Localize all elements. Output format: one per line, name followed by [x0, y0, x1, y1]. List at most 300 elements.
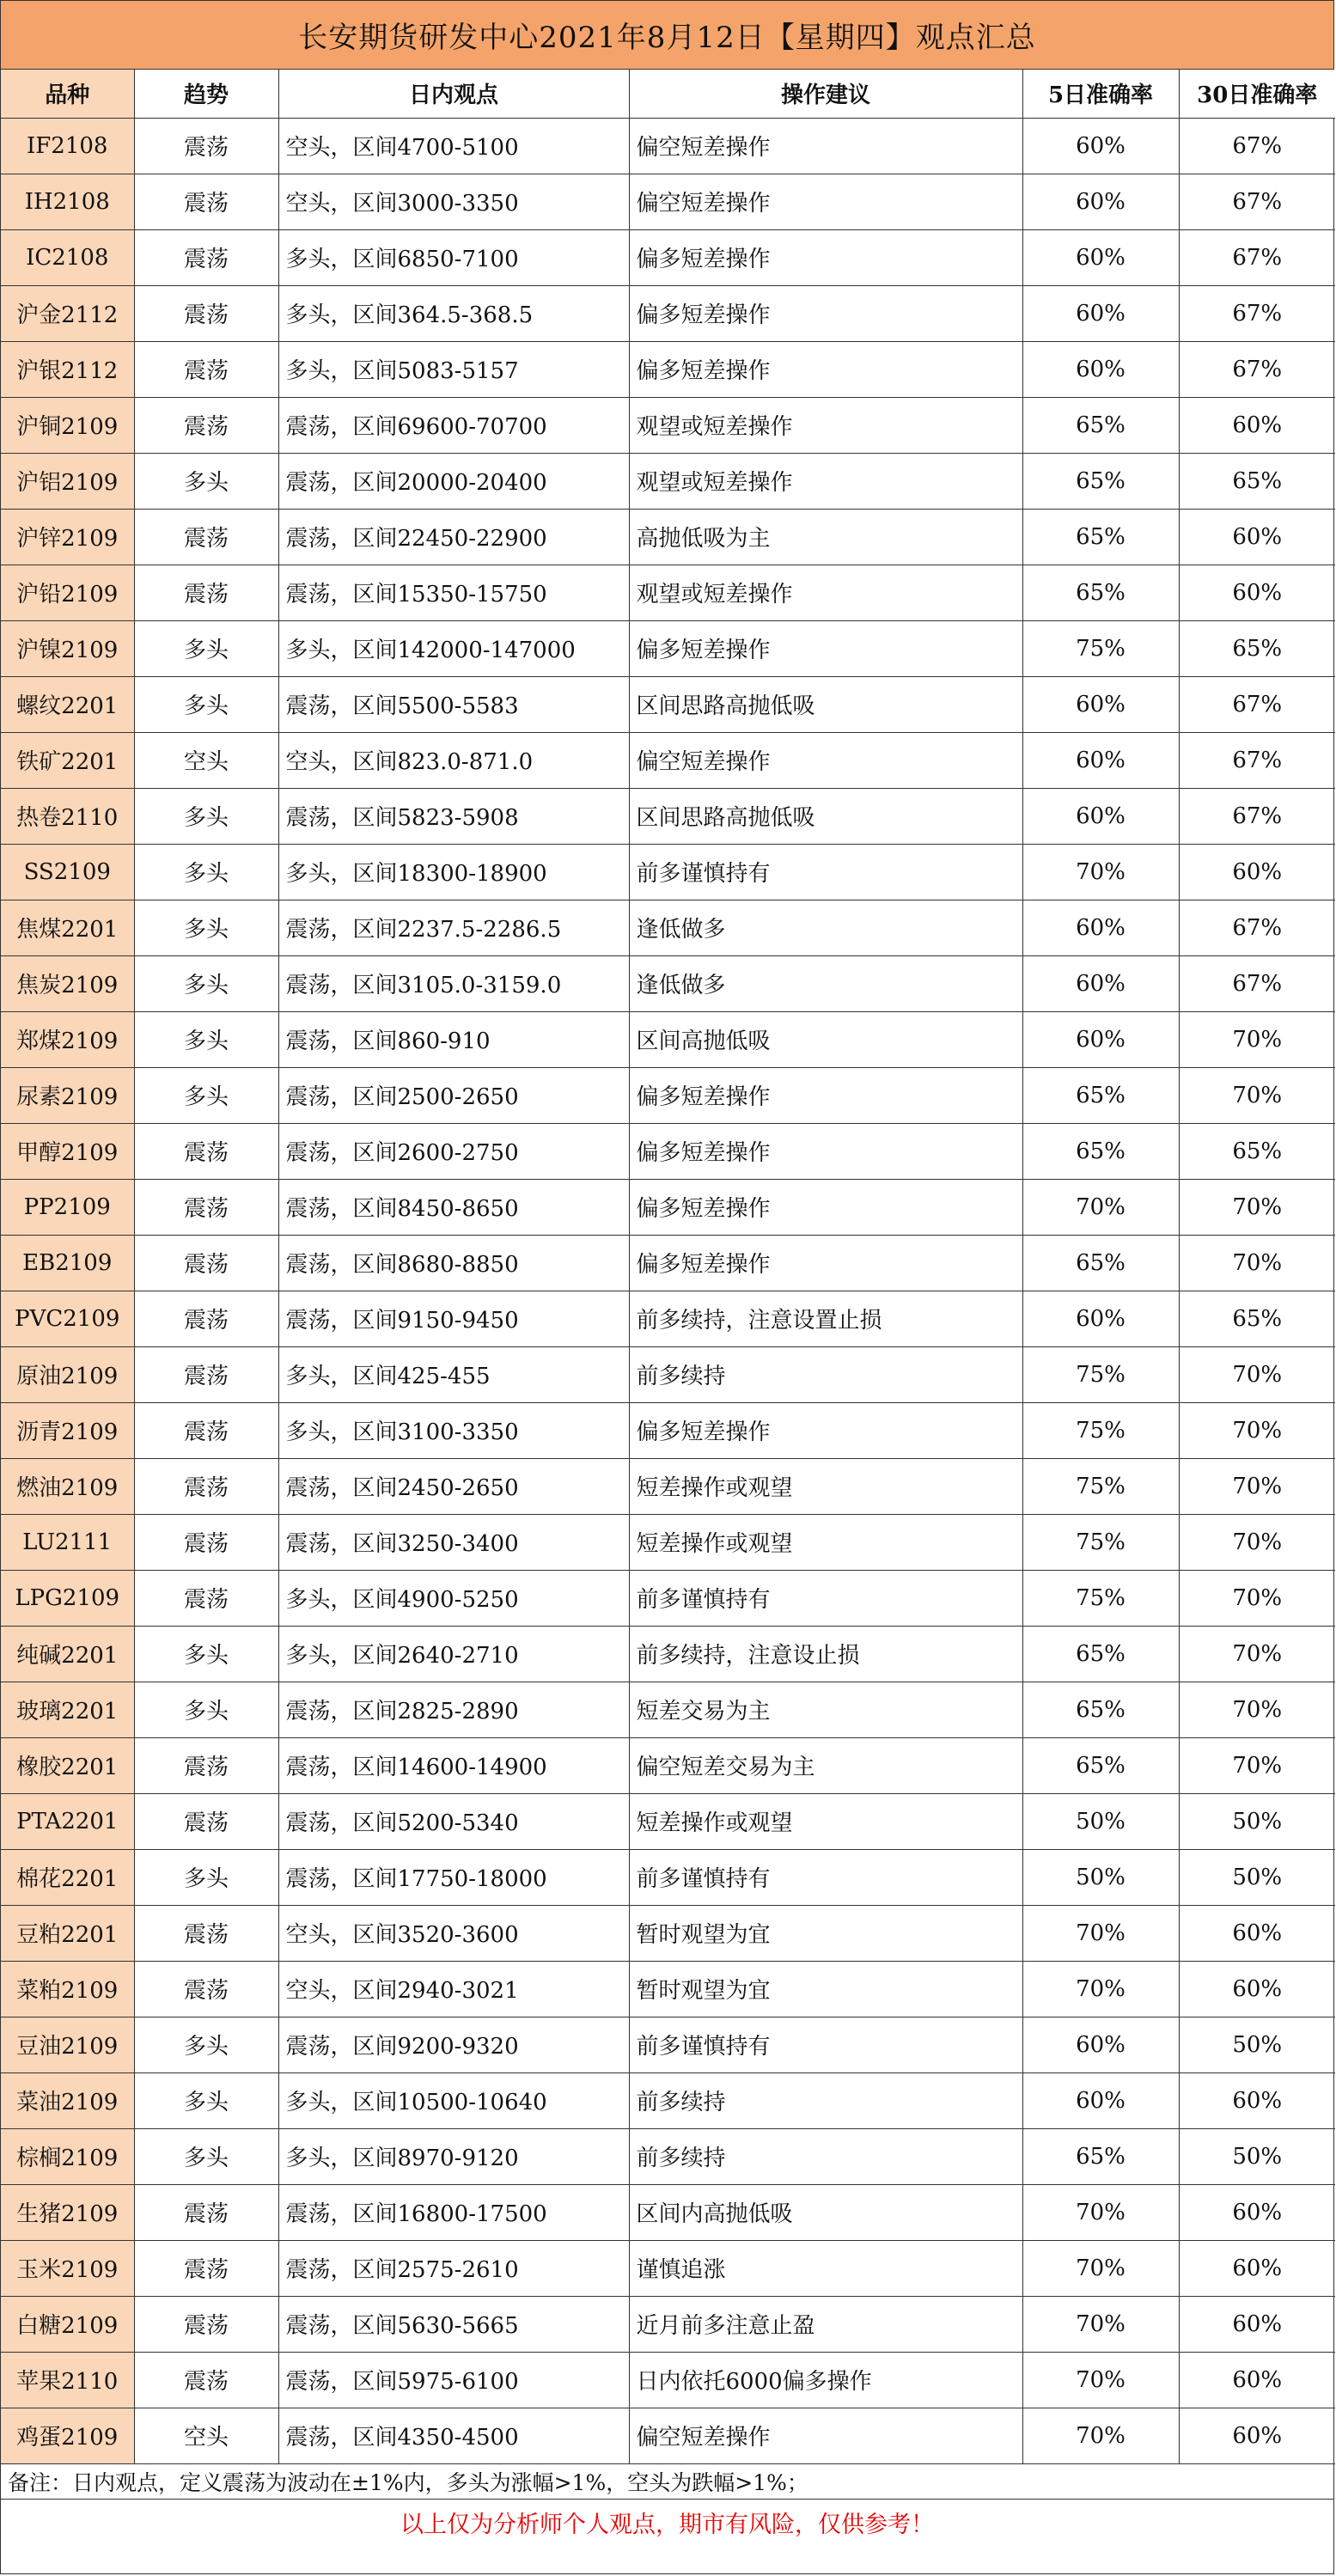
cell-name: 棉花2201 [1, 1849, 134, 1905]
cell-trend: 震荡 [134, 1179, 278, 1235]
cell-name: 苹果2110 [1, 2352, 134, 2408]
cell-view: 震荡，区间3105.0-3159.0 [278, 955, 629, 1011]
cell-advice: 偏多短差操作 [629, 1123, 1022, 1179]
cell-advice: 偏多短差操作 [629, 341, 1022, 397]
cell-acc5: 50% [1022, 1849, 1179, 1905]
table-row [1, 565, 1335, 620]
table-body [1, 118, 1335, 2463]
cell-acc30: 70% [1179, 1011, 1335, 1067]
cell-view: 震荡，区间20000-20400 [278, 453, 629, 509]
cell-name: 沪锌2109 [1, 509, 134, 565]
cell-name: 燃油2109 [1, 1458, 134, 1514]
cell-trend: 多头 [134, 1067, 278, 1123]
cell-name: PP2109 [1, 1179, 134, 1235]
cell-advice: 区间思路高抛低吸 [629, 788, 1022, 844]
cell-acc30: 67% [1179, 788, 1335, 844]
cell-trend: 震荡 [134, 1402, 278, 1458]
cell-acc5: 60% [1022, 955, 1179, 1011]
cell-trend: 震荡 [134, 1737, 278, 1793]
cell-view: 多头，区间8970-9120 [278, 2128, 629, 2184]
cell-trend: 多头 [134, 1626, 278, 1682]
cell-name: 白糖2109 [1, 2296, 134, 2352]
cell-acc30: 60% [1179, 2408, 1335, 2463]
cell-advice: 暂时观望为宜 [629, 1961, 1022, 2017]
cell-trend: 震荡 [134, 1458, 278, 1514]
cell-acc5: 75% [1022, 620, 1179, 676]
cell-name: 沪铜2109 [1, 397, 134, 453]
cell-advice: 前多谨慎持有 [629, 1570, 1022, 1626]
cell-acc5: 70% [1022, 844, 1179, 900]
cell-acc5: 65% [1022, 1235, 1179, 1291]
cell-name: 热卷2110 [1, 788, 134, 844]
cell-acc5: 60% [1022, 1011, 1179, 1067]
table-row [1, 1179, 1335, 1235]
cell-acc5: 65% [1022, 1682, 1179, 1737]
cell-view: 震荡，区间9150-9450 [278, 1291, 629, 1346]
cell-view: 震荡，区间16800-17500 [278, 2184, 629, 2240]
cell-acc30: 67% [1179, 676, 1335, 732]
cell-acc30: 67% [1179, 341, 1335, 397]
cell-acc30: 60% [1179, 2240, 1335, 2296]
cell-acc30: 67% [1179, 174, 1335, 229]
table-row [1, 1793, 1335, 1849]
table-row [1, 1682, 1335, 1737]
cell-trend: 多头 [134, 620, 278, 676]
cell-acc5: 65% [1022, 509, 1179, 565]
cell-advice: 前多续持 [629, 2072, 1022, 2128]
cell-acc30: 50% [1179, 2128, 1335, 2184]
cell-advice: 前多谨慎持有 [629, 1849, 1022, 1905]
cell-acc30: 60% [1179, 509, 1335, 565]
table-row [1, 1123, 1335, 1179]
cell-view: 多头，区间425-455 [278, 1346, 629, 1402]
table-row [1, 285, 1335, 341]
cell-name: LPG2109 [1, 1570, 134, 1626]
cell-view: 震荡，区间4350-4500 [278, 2408, 629, 2463]
cell-acc30: 70% [1179, 1235, 1335, 1291]
cell-acc5: 70% [1022, 2408, 1179, 2463]
cell-view: 震荡，区间2450-2650 [278, 1458, 629, 1514]
cell-acc30: 67% [1179, 229, 1335, 285]
cell-advice: 偏空短差操作 [629, 174, 1022, 229]
cell-view: 震荡，区间2600-2750 [278, 1123, 629, 1179]
cell-name: IC2108 [1, 229, 134, 285]
cell-trend: 震荡 [134, 1235, 278, 1291]
cell-view: 多头，区间6850-7100 [278, 229, 629, 285]
cell-name: 鸡蛋2109 [1, 2408, 134, 2463]
cell-advice: 偏多短差操作 [629, 620, 1022, 676]
table-row [1, 1626, 1335, 1682]
cell-trend: 多头 [134, 900, 278, 955]
page-title: 长安期货研发中心2021年8月12日【星期四】观点汇总 [1, 1, 1333, 70]
footnote: 备注：日内观点，定义震荡为波动在±1%内，多头为涨幅>1%，空头为跌幅>1%； [1, 2464, 1333, 2500]
cell-name: 豆粕2201 [1, 1905, 134, 1961]
cell-view: 震荡，区间5823-5908 [278, 788, 629, 844]
cell-acc5: 75% [1022, 1458, 1179, 1514]
cell-name: PTA2201 [1, 1793, 134, 1849]
cell-trend: 震荡 [134, 1346, 278, 1402]
cell-trend: 多头 [134, 1682, 278, 1737]
cell-acc30: 70% [1179, 1626, 1335, 1682]
cell-acc5: 65% [1022, 1067, 1179, 1123]
cell-acc30: 60% [1179, 397, 1335, 453]
cell-acc5: 65% [1022, 1737, 1179, 1793]
cell-acc30: 60% [1179, 2072, 1335, 2128]
cell-view: 多头，区间5083-5157 [278, 341, 629, 397]
cell-view: 多头，区间142000-147000 [278, 620, 629, 676]
cell-advice: 短差操作或观望 [629, 1514, 1022, 1570]
cell-acc30: 60% [1179, 2352, 1335, 2408]
cell-advice: 前多续持，注意设置止损 [629, 1291, 1022, 1346]
cell-acc5: 70% [1022, 1179, 1179, 1235]
cell-advice: 观望或短差操作 [629, 397, 1022, 453]
table-row [1, 1011, 1335, 1067]
cell-name: 豆油2109 [1, 2017, 134, 2072]
table-row [1, 1849, 1335, 1905]
cell-advice: 前多续持，注意设止损 [629, 1626, 1022, 1682]
cell-trend: 多头 [134, 844, 278, 900]
cell-view: 震荡，区间5630-5665 [278, 2296, 629, 2352]
header-acc5: 5日准确率 [1022, 70, 1179, 118]
table-row [1, 1905, 1335, 1961]
cell-trend: 震荡 [134, 2352, 278, 2408]
table-row [1, 1961, 1335, 2017]
cell-trend: 震荡 [134, 2296, 278, 2352]
header-view: 日内观点 [278, 70, 629, 118]
cell-view: 多头，区间3100-3350 [278, 1402, 629, 1458]
cell-name: 沪铝2109 [1, 453, 134, 509]
cell-acc30: 70% [1179, 1570, 1335, 1626]
cell-name: 铁矿2201 [1, 732, 134, 788]
cell-acc30: 70% [1179, 1179, 1335, 1235]
cell-trend: 震荡 [134, 397, 278, 453]
table-row [1, 1458, 1335, 1514]
cell-name: IF2108 [1, 118, 134, 174]
cell-acc30: 70% [1179, 1682, 1335, 1737]
cell-trend: 震荡 [134, 229, 278, 285]
cell-acc30: 70% [1179, 1346, 1335, 1402]
cell-view: 震荡，区间2237.5-2286.5 [278, 900, 629, 955]
cell-name: 焦炭2109 [1, 955, 134, 1011]
cell-trend: 多头 [134, 2072, 278, 2128]
cell-acc30: 60% [1179, 2184, 1335, 2240]
cell-acc5: 60% [1022, 2017, 1179, 2072]
cell-acc30: 65% [1179, 1123, 1335, 1179]
cell-name: 橡胶2201 [1, 1737, 134, 1793]
cell-view: 震荡，区间2825-2890 [278, 1682, 629, 1737]
cell-advice: 逢低做多 [629, 955, 1022, 1011]
cell-acc5: 60% [1022, 676, 1179, 732]
cell-advice: 偏空短差交易为主 [629, 1737, 1022, 1793]
cell-name: 沪银2112 [1, 341, 134, 397]
cell-view: 多头，区间18300-18900 [278, 844, 629, 900]
cell-view: 震荡，区间8680-8850 [278, 1235, 629, 1291]
cell-advice: 偏空短差操作 [629, 118, 1022, 174]
table-row [1, 2352, 1335, 2408]
cell-acc5: 65% [1022, 453, 1179, 509]
cell-trend: 震荡 [134, 1793, 278, 1849]
cell-acc5: 60% [1022, 1291, 1179, 1346]
cell-advice: 短差操作或观望 [629, 1458, 1022, 1514]
table-row [1, 1291, 1335, 1346]
cell-trend: 震荡 [134, 509, 278, 565]
cell-acc30: 70% [1179, 1402, 1335, 1458]
cell-view: 多头，区间364.5-368.5 [278, 285, 629, 341]
cell-advice: 区间思路高抛低吸 [629, 676, 1022, 732]
cell-name: EB2109 [1, 1235, 134, 1291]
table-row [1, 2296, 1335, 2352]
cell-name: 焦煤2201 [1, 900, 134, 955]
cell-trend: 震荡 [134, 118, 278, 174]
cell-view: 多头，区间10500-10640 [278, 2072, 629, 2128]
cell-name: 菜油2109 [1, 2072, 134, 2128]
cell-advice: 前多谨慎持有 [629, 844, 1022, 900]
table-row [1, 1570, 1335, 1626]
cell-advice: 偏多短差操作 [629, 1179, 1022, 1235]
cell-view: 震荡，区间9200-9320 [278, 2017, 629, 2072]
cell-acc30: 70% [1179, 1514, 1335, 1570]
cell-acc30: 67% [1179, 900, 1335, 955]
cell-advice: 暂时观望为宜 [629, 1905, 1022, 1961]
cell-acc5: 60% [1022, 174, 1179, 229]
cell-name: 原油2109 [1, 1346, 134, 1402]
cell-view: 震荡，区间15350-15750 [278, 565, 629, 620]
cell-trend: 震荡 [134, 1123, 278, 1179]
cell-advice: 前多续持 [629, 2128, 1022, 2184]
cell-view: 多头，区间2640-2710 [278, 1626, 629, 1682]
cell-view: 震荡，区间5500-5583 [278, 676, 629, 732]
header-name: 品种 [1, 70, 134, 118]
cell-acc5: 70% [1022, 2184, 1179, 2240]
cell-name: 沪金2112 [1, 285, 134, 341]
cell-acc30: 60% [1179, 565, 1335, 620]
table-row [1, 2408, 1335, 2463]
cell-trend: 震荡 [134, 285, 278, 341]
cell-trend: 震荡 [134, 1514, 278, 1570]
cell-acc30: 65% [1179, 453, 1335, 509]
cell-trend: 多头 [134, 2017, 278, 2072]
cell-trend: 多头 [134, 955, 278, 1011]
cell-view: 震荡，区间17750-18000 [278, 1849, 629, 1905]
cell-acc5: 60% [1022, 229, 1179, 285]
table-row [1, 1402, 1335, 1458]
cell-view: 震荡，区间860-910 [278, 1011, 629, 1067]
cell-trend: 震荡 [134, 565, 278, 620]
cell-advice: 短差操作或观望 [629, 1793, 1022, 1849]
cell-trend: 震荡 [134, 174, 278, 229]
table-row [1, 1346, 1335, 1402]
cell-advice: 偏多短差操作 [629, 1402, 1022, 1458]
cell-trend: 震荡 [134, 1961, 278, 2017]
disclaimer: 以上仅为分析师个人观点，期市有风险，仅供参考！ [400, 2512, 934, 2538]
cell-name: 螺纹2201 [1, 676, 134, 732]
cell-advice: 偏空短差操作 [629, 732, 1022, 788]
cell-name: 尿素2109 [1, 1067, 134, 1123]
cell-acc5: 60% [1022, 732, 1179, 788]
table-row [1, 2072, 1335, 2128]
cell-name: IH2108 [1, 174, 134, 229]
cell-view: 空头，区间4700-5100 [278, 118, 629, 174]
cell-acc30: 65% [1179, 620, 1335, 676]
table-row [1, 174, 1335, 229]
cell-acc5: 70% [1022, 1905, 1179, 1961]
table-row [1, 453, 1335, 509]
cell-acc5: 70% [1022, 2352, 1179, 2408]
cell-advice: 高抛低吸为主 [629, 509, 1022, 565]
cell-acc30: 60% [1179, 1961, 1335, 2017]
table-row [1, 118, 1335, 174]
cell-view: 震荡，区间8450-8650 [278, 1179, 629, 1235]
cell-view: 震荡，区间2500-2650 [278, 1067, 629, 1123]
table-row [1, 1737, 1335, 1793]
cell-view: 空头，区间823.0-871.0 [278, 732, 629, 788]
table-row [1, 1235, 1335, 1291]
table-row [1, 2240, 1335, 2296]
cell-acc5: 60% [1022, 285, 1179, 341]
cell-acc5: 60% [1022, 341, 1179, 397]
cell-trend: 多头 [134, 453, 278, 509]
cell-advice: 区间内高抛低吸 [629, 2184, 1022, 2240]
cell-name: 棕榈2109 [1, 2128, 134, 2184]
cell-acc30: 67% [1179, 285, 1335, 341]
table-row [1, 900, 1335, 955]
cell-trend: 多头 [134, 2128, 278, 2184]
cell-acc5: 70% [1022, 2240, 1179, 2296]
table-row [1, 844, 1335, 900]
cell-trend: 空头 [134, 732, 278, 788]
cell-trend: 震荡 [134, 2240, 278, 2296]
cell-acc30: 50% [1179, 2017, 1335, 2072]
cell-acc30: 70% [1179, 1737, 1335, 1793]
cell-acc30: 67% [1179, 118, 1335, 174]
cell-trend: 多头 [134, 676, 278, 732]
cell-advice: 短差交易为主 [629, 1682, 1022, 1737]
cell-view: 震荡，区间22450-22900 [278, 509, 629, 565]
table-row [1, 2128, 1335, 2184]
cell-acc30: 50% [1179, 1793, 1335, 1849]
table-row [1, 1514, 1335, 1570]
cell-advice: 观望或短差操作 [629, 565, 1022, 620]
table-row [1, 732, 1335, 788]
cell-view: 震荡，区间5975-6100 [278, 2352, 629, 2408]
table-row [1, 955, 1335, 1011]
cell-acc30: 50% [1179, 1849, 1335, 1905]
table-row [1, 341, 1335, 397]
table-row [1, 620, 1335, 676]
cell-advice: 偏多短差操作 [629, 285, 1022, 341]
cell-acc30: 65% [1179, 1291, 1335, 1346]
cell-acc5: 65% [1022, 2128, 1179, 2184]
cell-acc5: 60% [1022, 900, 1179, 955]
cell-advice: 前多谨慎持有 [629, 2017, 1022, 2072]
cell-acc5: 75% [1022, 1570, 1179, 1626]
cell-acc5: 65% [1022, 565, 1179, 620]
cell-acc5: 65% [1022, 1626, 1179, 1682]
header-acc30: 30日准确率 [1179, 70, 1335, 118]
header-advice: 操作建议 [629, 70, 1022, 118]
cell-name: 郑煤2109 [1, 1011, 134, 1067]
cell-acc5: 65% [1022, 397, 1179, 453]
cell-view: 震荡，区间14600-14900 [278, 1737, 629, 1793]
cell-acc5: 75% [1022, 1514, 1179, 1570]
cell-advice: 偏空短差操作 [629, 2408, 1022, 2463]
cell-advice: 偏多短差操作 [629, 1067, 1022, 1123]
table-row [1, 676, 1335, 732]
cell-trend: 多头 [134, 788, 278, 844]
table-row [1, 509, 1335, 565]
cell-view: 多头，区间4900-5250 [278, 1570, 629, 1626]
cell-acc5: 65% [1022, 1123, 1179, 1179]
cell-trend: 多头 [134, 1849, 278, 1905]
cell-acc5: 60% [1022, 2072, 1179, 2128]
cell-view: 震荡，区间3250-3400 [278, 1514, 629, 1570]
cell-acc5: 75% [1022, 1346, 1179, 1402]
table-row [1, 229, 1335, 285]
cell-acc5: 60% [1022, 118, 1179, 174]
cell-name: 纯碱2201 [1, 1626, 134, 1682]
cell-advice: 偏多短差操作 [629, 1235, 1022, 1291]
cell-advice: 近月前多注意止盈 [629, 2296, 1022, 2352]
cell-advice: 区间高抛低吸 [629, 1011, 1022, 1067]
cell-advice: 谨慎追涨 [629, 2240, 1022, 2296]
cell-advice: 观望或短差操作 [629, 453, 1022, 509]
cell-name: 沪铅2109 [1, 565, 134, 620]
table-row [1, 2017, 1335, 2072]
cell-name: 玻璃2201 [1, 1682, 134, 1737]
cell-view: 空头，区间2940-3021 [278, 1961, 629, 2017]
cell-advice: 日内依托6000偏多操作 [629, 2352, 1022, 2408]
cell-trend: 震荡 [134, 341, 278, 397]
cell-trend: 震荡 [134, 1570, 278, 1626]
cell-name: SS2109 [1, 844, 134, 900]
cell-acc30: 67% [1179, 955, 1335, 1011]
cell-acc5: 75% [1022, 1402, 1179, 1458]
cell-trend: 多头 [134, 1011, 278, 1067]
cell-acc30: 60% [1179, 2296, 1335, 2352]
cell-advice: 逢低做多 [629, 900, 1022, 955]
cell-name: 玉米2109 [1, 2240, 134, 2296]
cell-acc5: 60% [1022, 788, 1179, 844]
cell-name: LU2111 [1, 1514, 134, 1570]
cell-advice: 前多续持 [629, 1346, 1022, 1402]
cell-acc30: 70% [1179, 1458, 1335, 1514]
cell-advice: 偏多短差操作 [629, 229, 1022, 285]
views-table [1, 70, 1335, 2464]
table-row [1, 788, 1335, 844]
cell-acc5: 70% [1022, 1961, 1179, 2017]
cell-name: 生猪2109 [1, 2184, 134, 2240]
table-header-row [1, 70, 1335, 118]
table-row [1, 397, 1335, 453]
cell-name: 沥青2109 [1, 1402, 134, 1458]
cell-trend: 空头 [134, 2408, 278, 2463]
cell-name: 沪镍2109 [1, 620, 134, 676]
cell-trend: 震荡 [134, 2184, 278, 2240]
cell-view: 震荡，区间2575-2610 [278, 2240, 629, 2296]
cell-name: 菜粕2109 [1, 1961, 134, 2017]
cell-trend: 震荡 [134, 1905, 278, 1961]
table-row [1, 1067, 1335, 1123]
cell-view: 震荡，区间5200-5340 [278, 1793, 629, 1849]
header-trend: 趋势 [134, 70, 278, 118]
cell-name: PVC2109 [1, 1291, 134, 1346]
cell-acc5: 50% [1022, 1793, 1179, 1849]
cell-acc30: 70% [1179, 1067, 1335, 1123]
cell-acc5: 70% [1022, 2296, 1179, 2352]
cell-name: 甲醇2109 [1, 1123, 134, 1179]
table-row [1, 2184, 1335, 2240]
cell-acc30: 67% [1179, 732, 1335, 788]
